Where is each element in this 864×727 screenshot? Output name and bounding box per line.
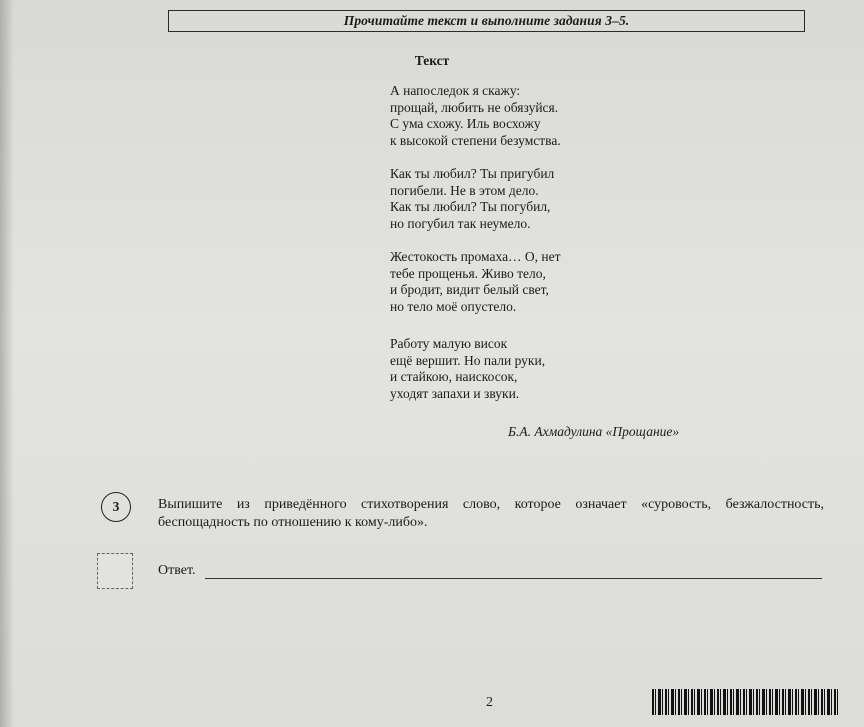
poem-line: погибели. Не в этом дело. [390,182,539,198]
instruction-header: Прочитайте текст и выполните задания 3–5. [168,10,805,32]
poem-line: уходят запахи и звуки. [390,385,520,401]
poem-line: ещё вершит. Но пали руки, [390,352,546,368]
answer-label: Ответ. [158,563,196,578]
answer-line[interactable] [205,578,822,579]
text-title: Текст [414,53,450,68]
poem-line: С ума схожу. Иль восхожу [390,116,541,131]
poem-stanza-1 [390,83,561,149]
poem-line: но погубил так неумело. [390,215,531,231]
poem-stanza-4 [390,336,545,402]
barcode-icon [652,689,840,715]
poem-line: прощай, любить не обязуйся. [390,99,559,115]
page-edge-shadow [0,0,14,727]
poem-line: Жестокость промаха… О, нет [390,249,561,264]
poem-line: тебе прощенья. Живо тело, [390,265,546,281]
page-number: 2 [486,695,493,710]
poem-stanza-2 [390,166,554,232]
task-text: Выпишите из приведённого стихотворения слово, которое означает «суровость, безжалостность, беспощадность по отношению к кому-либо». [158,497,824,530]
task-number-badge: 3 [101,492,131,522]
poem-line: к высокой степени безумства. [390,132,561,148]
poem-stanza-3 [390,249,561,315]
poem-line: и стайкою, наискосок, [390,369,518,384]
poem-line: Работу малую висок [390,336,508,351]
poem-line: но тело моё опустело. [390,298,517,314]
answer-checkbox [97,553,133,589]
poem-line: А напоследок я скажу: [390,83,521,98]
poem-line: Как ты любил? Ты погубил, [390,199,551,214]
poem-author: Б.А. Ахмадулина «Прощание» [508,424,680,439]
poem-line: Как ты любил? Ты пригубил [390,166,555,181]
poem-line: и бродит, видит белый свет, [390,282,549,297]
